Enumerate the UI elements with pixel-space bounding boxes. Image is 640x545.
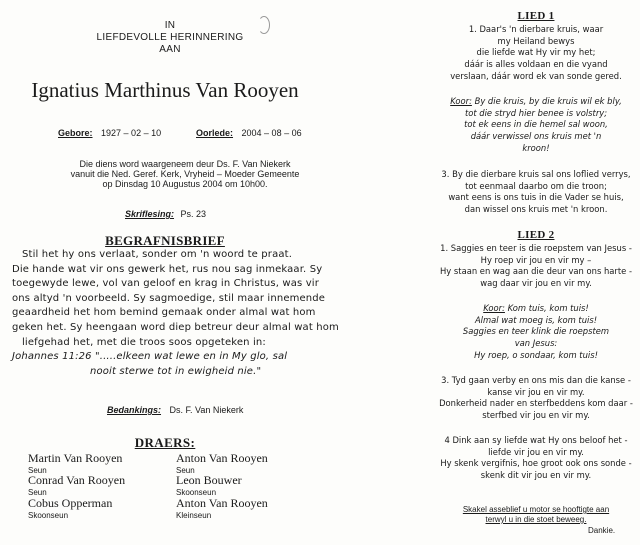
hymn-1-verse-1 bbox=[432, 24, 640, 83]
hymn-1-verse-3 bbox=[432, 169, 640, 216]
hymn-line: Saggies en teer klink die roepstem bbox=[462, 326, 610, 337]
service-line-3: op Dinsdag 10 Augustus 2004 om 10h00. bbox=[102, 179, 268, 189]
hymn-line: dáár is alles voldaan en die vyand bbox=[464, 59, 608, 70]
funeral-letter-text bbox=[12, 248, 342, 379]
intro-line-1: IN bbox=[164, 20, 176, 31]
bearer-relation: Kleinseun bbox=[176, 511, 212, 520]
bearer-relation: Seun bbox=[28, 466, 47, 475]
service-line-2: vanuit die Ned. Geref. Kerk, Vryheid – Moeder Gemeente bbox=[70, 169, 300, 179]
bearer-relation: Seun bbox=[176, 466, 195, 475]
hymn-chorus-first-line bbox=[432, 96, 640, 108]
verse-text-1: ".....elkeen wat lewe en in My glo, sal bbox=[95, 351, 288, 363]
thanks-value: Ds. F. Van Niekerk bbox=[169, 405, 244, 415]
bearer-name: Leon Bouwer bbox=[176, 473, 242, 487]
bearers-title: DRAERS: bbox=[134, 435, 196, 450]
bearer-name: Martin Van Rooyen bbox=[28, 451, 123, 465]
bearer-relation: Seun bbox=[28, 488, 47, 497]
hymn-line: tot die stryd hier benee is volstry; bbox=[464, 107, 608, 118]
hymn-1-title: LIED 1 bbox=[517, 10, 555, 22]
verse-line-2: nooit sterwe tot in ewigheid nie." bbox=[90, 365, 262, 377]
hymn-line: my Heiland bewys bbox=[497, 35, 575, 46]
hymn-line: Donkerheid nader en sterfbeddens kom daar - bbox=[439, 398, 633, 409]
hymn-line: 4 Dink aan sy liefde wat Hy ons beloof het - bbox=[444, 435, 628, 445]
bearer-name: Conrad Van Rooyen bbox=[28, 473, 126, 487]
letter-line: geaardheid het hom bemind gemaak onder almal wat hom bbox=[12, 307, 316, 319]
hymn-line: van Jesus: bbox=[514, 338, 558, 349]
hymn-line: Hy staan en wag aan die deur van ons harte - bbox=[440, 266, 632, 277]
hymn-line: 1. Saggies en teer is die roepstem van Jesus - bbox=[440, 243, 632, 253]
hymn-line: kanse vir jou en vir my. bbox=[487, 386, 585, 397]
born-value: 1927 – 02 – 10 bbox=[101, 128, 162, 138]
hymn-line: wag daar vir jou en vir my. bbox=[480, 278, 592, 289]
letter-line: toegewyde lewe, vol van geloof en krag in Christus, was vir bbox=[12, 278, 319, 290]
bearer-relation: Skoonseun bbox=[28, 511, 69, 520]
hymn-line: Almal wat moeg is, kom tuis! bbox=[474, 314, 598, 325]
bearer-item bbox=[176, 496, 268, 520]
hymn-line: tot ek eens in die hemel sal woon, bbox=[464, 119, 608, 130]
hymn-line: sterfbed vir jou en vir my. bbox=[482, 410, 590, 421]
scripture-value: Ps. 23 bbox=[180, 209, 207, 219]
scripture-reading bbox=[125, 209, 206, 219]
notice-thanks: Dankie. bbox=[588, 526, 616, 535]
hymn-2-chorus bbox=[432, 303, 640, 362]
hymn-line: verslaan, dáár word ek van sonde gered. bbox=[450, 70, 622, 81]
hymn-line: want eens is ons tuis in die Vader se huis, bbox=[448, 192, 624, 203]
letter-line: Die hande wat vir ons gewerk het, rus nou sag inmekaar. Sy bbox=[12, 263, 323, 275]
bearer-name: Anton Van Rooyen bbox=[176, 451, 268, 465]
hymn-line: 3. By die dierbare kruis sal ons loflied verrys, bbox=[441, 169, 631, 179]
verse-line-1 bbox=[12, 350, 342, 365]
hymn-line: tot eenmaal daarbo om die troon; bbox=[465, 180, 607, 191]
bearer-relation: Skoonseun bbox=[176, 488, 217, 497]
hymn-1-chorus bbox=[432, 96, 640, 155]
letter-line: ons altyd 'n voorbeeld. Sy sagmoedige, stil maar innemende bbox=[12, 292, 326, 304]
funeral-letter-title: BEGRAFNISBRIEF bbox=[105, 233, 225, 248]
letter-line: Stil het hy ons verlaat, sonder om 'n woord te praat. bbox=[22, 249, 293, 260]
hymn-2-verse-1 bbox=[432, 243, 640, 290]
verse-reference: Johannes 11:26 bbox=[12, 351, 92, 363]
bearer-item bbox=[28, 496, 112, 520]
intro-line-3: AAN bbox=[159, 44, 181, 55]
notice-line-1: Skakel asseblief u motor se hooftigte aan bbox=[462, 505, 610, 514]
bearer-name: Cobus Opperman bbox=[28, 496, 113, 510]
hymn-2-verse-4 bbox=[432, 435, 640, 482]
hymn-line: Hy skenk vergifnis, hoe groot ook ons sonde - bbox=[440, 458, 632, 469]
hymn-line: dan wissel ons kruis met 'n kroon. bbox=[464, 204, 608, 215]
hymn-line: Kom tuis, kom tuis! bbox=[504, 303, 589, 313]
hymn-line: dáár verwissel ons kruis met 'n bbox=[470, 131, 602, 142]
thanks-label: Bedankings: bbox=[107, 405, 162, 415]
chorus-label: Koor: bbox=[450, 96, 472, 106]
hymn-line: Hy roep, o sondaar, kom tuis! bbox=[474, 349, 598, 360]
died-label: Oorlede: bbox=[196, 128, 234, 138]
scripture-label: Skriflesing: bbox=[125, 209, 175, 219]
hymn-line: 3. Tyd gaan verby en ons mis dan die kanse - bbox=[441, 375, 631, 385]
service-details bbox=[0, 159, 370, 189]
notice-line-2: terwyl u in die stoet beweeg. bbox=[485, 515, 587, 524]
bearer-item bbox=[28, 451, 122, 475]
chorus-label: Koor: bbox=[483, 303, 505, 313]
bearer-item bbox=[28, 473, 125, 497]
intro-heading bbox=[60, 20, 280, 56]
deceased-name: Ignatius Marthinus Van Rooyen bbox=[31, 78, 299, 102]
died-value: 2004 – 08 – 06 bbox=[241, 128, 302, 138]
service-line-1: Die diens word waargeneem deur Ds. F. Van Niekerk bbox=[79, 159, 291, 169]
intro-line-2: LIEFDEVOLLE HERINNERING bbox=[96, 32, 244, 43]
right-panel bbox=[432, 0, 640, 545]
hymn-line: die liefde wat Hy vir my het; bbox=[476, 47, 596, 58]
hymn-chorus-first-line bbox=[432, 303, 640, 315]
hymn-2-verse-3 bbox=[432, 375, 640, 422]
hymn-line: Hy roep vir jou en vir my – bbox=[480, 254, 592, 265]
hymn-line: liefde vir jou en vir my. bbox=[488, 446, 584, 457]
bearer-item bbox=[176, 451, 268, 475]
birth-date bbox=[58, 128, 161, 138]
acknowledgements bbox=[107, 405, 243, 415]
bearer-item bbox=[176, 473, 242, 497]
hymn-line: skenk dit vir jou en vir my. bbox=[480, 470, 592, 481]
hymn-line: 1. Daar's 'n dierbare kruis, waar bbox=[468, 24, 604, 34]
headlights-notice bbox=[432, 505, 640, 525]
hymn-line: kroon! bbox=[522, 142, 550, 153]
bearer-name: Anton Van Rooyen bbox=[176, 496, 268, 510]
born-label: Gebore: bbox=[58, 128, 93, 138]
letter-line: liefgehad het, met die troos soos opgeteken in: bbox=[22, 336, 266, 348]
letter-line: geken het. Sy heengaan word diep betreur deur almal wat hom bbox=[12, 321, 339, 333]
death-date bbox=[196, 128, 302, 138]
hymn-2-title: LIED 2 bbox=[517, 229, 555, 241]
hymn-line: By die kruis, by die kruis wil ek bly, bbox=[471, 96, 622, 106]
